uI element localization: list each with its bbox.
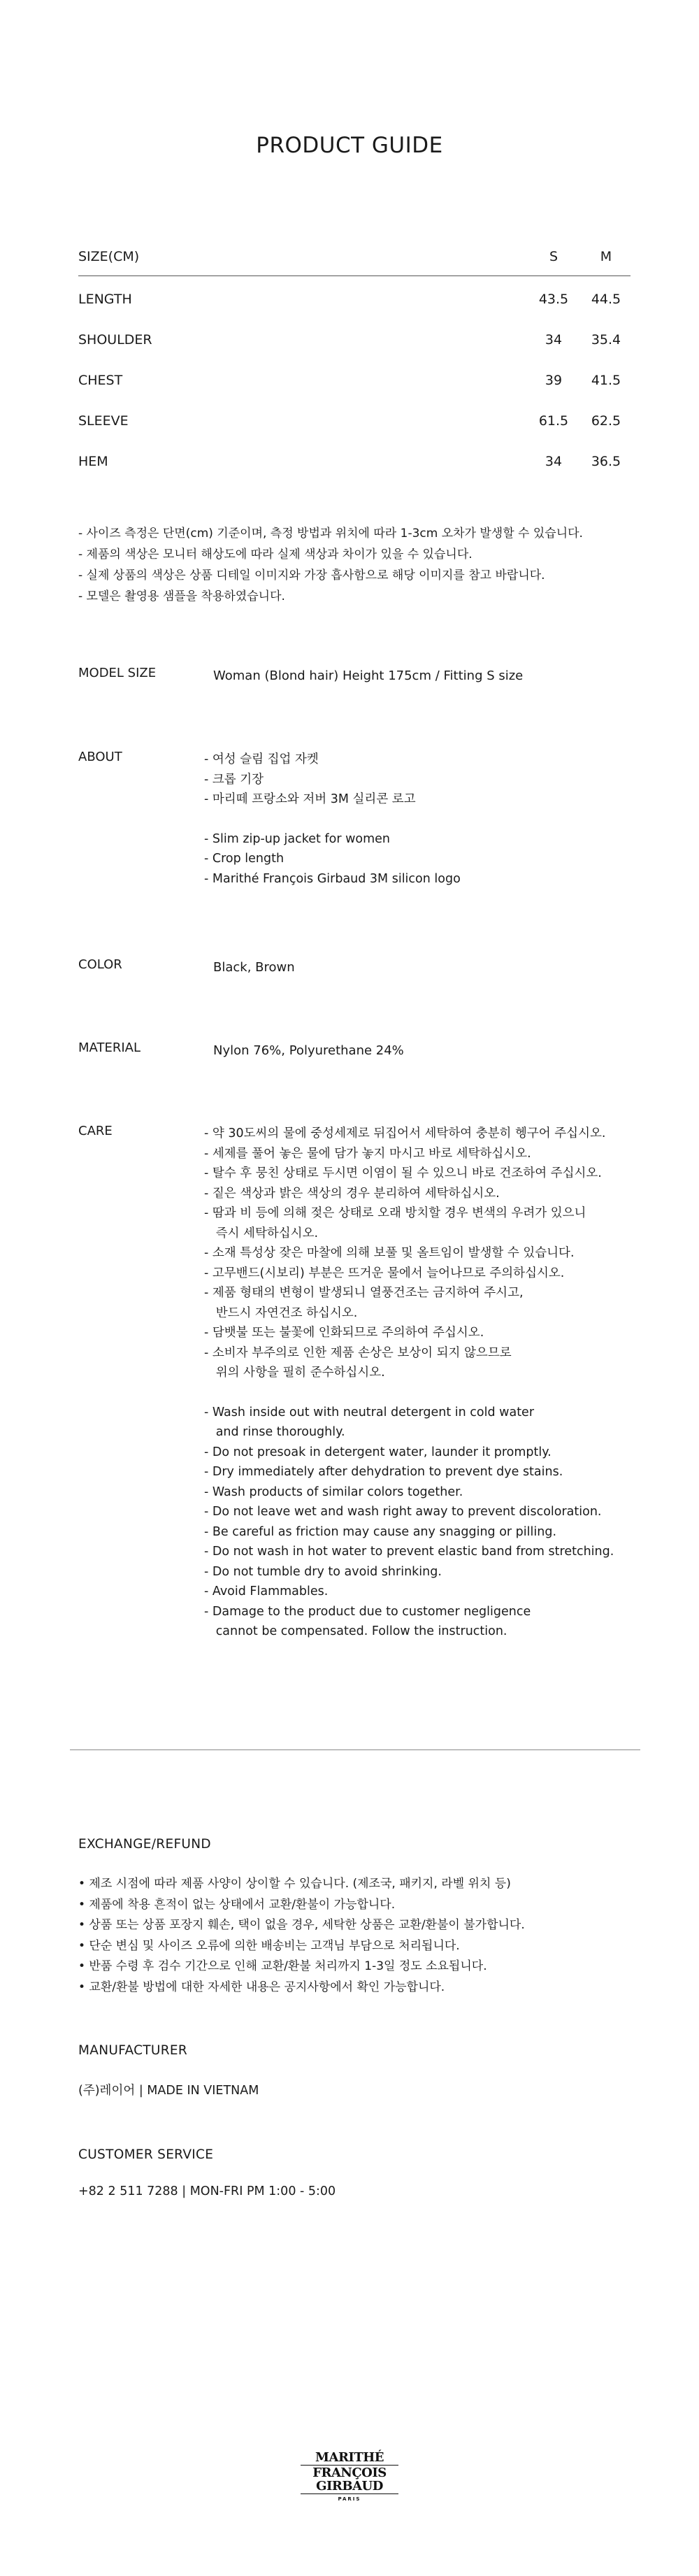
logo-line: PARIS <box>338 2496 361 2502</box>
about-lines <box>204 750 665 889</box>
row-m-value: 44.5 <box>591 292 621 307</box>
color-label: COLOR <box>78 957 122 972</box>
about-line: - 크롭 기장 <box>204 772 264 787</box>
care-line: cannot be compensated. Follow the instruction. <box>204 1624 507 1638</box>
care-line: - Do not presoak in detergent water, launder it promptly. <box>204 1445 552 1459</box>
row-s-value: 39 <box>545 373 563 388</box>
customer-service-title: CUSTOMER SERVICE <box>78 2147 214 2162</box>
row-label: LENGTH <box>78 292 132 307</box>
row-s-value: 34 <box>545 454 563 469</box>
about-line: - Marithé François Girbaud 3M silicon logo <box>204 871 461 886</box>
manufacturer-value: (주)레이어 | MADE IN VIETNAM <box>78 2084 259 2098</box>
about-label: ABOUT <box>78 750 122 764</box>
care-line: - Do not wash in hot water to prevent elastic band from stretching. <box>204 1545 614 1559</box>
size-header-label: SIZE(CM) <box>78 249 140 264</box>
brand-logo <box>301 2451 398 2503</box>
model-size-label: MODEL SIZE <box>78 666 157 680</box>
note-line: - 실제 상품의 색상은 상품 디테일 이미지와 가장 흡사함으로 해당 이미지를 참고 바랍니다. <box>78 568 545 582</box>
page-title: PRODUCT GUIDE <box>256 133 443 158</box>
table-row <box>78 445 630 486</box>
care-line: - Avoid Flammables. <box>204 1584 329 1598</box>
row-m-value: 36.5 <box>591 454 621 469</box>
care-line: - 땀과 비 등에 의해 젖은 상태로 오래 방치할 경우 변색의 우려가 있으니 <box>204 1206 586 1220</box>
about-line: - Crop length <box>204 852 284 866</box>
care-line: - 약 30도씨의 물에 중성세제로 뒤집어서 세탁하여 충분히 헹구어 주십시오. <box>204 1126 606 1140</box>
care-line: - 제품 형태의 변형이 발생되니 열풍건조는 금지하여 주시고, <box>204 1286 524 1300</box>
care-line: - 세제를 풀어 놓은 물에 담가 놓지 마시고 바로 세탁하십시오. <box>204 1146 531 1161</box>
manufacturer-title: MANUFACTURER <box>78 2043 188 2058</box>
section-divider <box>70 1749 640 1750</box>
care-line: - 소비자 부주의로 인한 제품 손상은 보상이 되지 않으므로 <box>204 1345 512 1360</box>
size-table-header <box>78 245 630 276</box>
row-m-value: 62.5 <box>591 413 621 429</box>
customer-service-value: +82 2 511 7288 | MON-FRI PM 1:00 - 5:00 <box>78 2184 336 2198</box>
care-line: - Be careful as friction may cause any snagging or pilling. <box>204 1524 557 1539</box>
size-table <box>78 245 630 486</box>
care-line: - 소재 특성상 잦은 마찰에 의해 보풀 및 올트임이 발생할 수 있습니다. <box>204 1246 575 1260</box>
exchange-line: • 단순 변심 및 사이즈 오류에 의한 배송비는 고객님 부담으로 처리됩니다. <box>78 1938 460 1953</box>
row-m-value: 41.5 <box>591 373 621 388</box>
row-label: HEM <box>78 454 108 469</box>
row-s-value: 43.5 <box>538 292 569 307</box>
care-line: - 짙은 색상과 밝은 색상의 경우 분리하여 세탁하십시오. <box>204 1186 500 1201</box>
row-s-value: 34 <box>545 332 563 348</box>
note-line: - 모델은 촬영용 샘플을 착용하였습니다. <box>78 589 285 603</box>
table-row <box>78 364 630 405</box>
exchange-line: • 제품에 착용 흔적이 없는 상태에서 교환/환불이 가능합니다. <box>78 1897 396 1912</box>
about-line: - 여성 슬림 집업 자켓 <box>204 752 319 766</box>
row-label: SLEEVE <box>78 413 129 429</box>
care-line: - 담뱃불 또는 불꽃에 인화되므로 주의하여 주십시오. <box>204 1326 484 1340</box>
material-label: MATERIAL <box>78 1040 140 1055</box>
care-line: - Wash products of similar colors together. <box>204 1484 463 1499</box>
size-header-s: S <box>549 249 559 264</box>
logo-line: FRANÇOIS <box>312 2466 387 2480</box>
logo-line: MARITHÉ <box>315 2450 384 2465</box>
table-row <box>78 324 630 364</box>
about-line: - Slim zip-up jacket for women <box>204 831 391 846</box>
model-size-value: Woman (Blond hair) Height 175cm / Fitting S size <box>213 668 524 683</box>
table-row <box>78 283 630 324</box>
care-lines <box>204 1124 665 1642</box>
exchange-lines <box>78 1874 637 1998</box>
row-m-value: 35.4 <box>591 332 621 348</box>
material-value: Nylon 76%, Polyurethane 24% <box>213 1043 404 1058</box>
exchange-line: • 반품 수령 후 검수 기간으로 인해 교환/환불 처리까지 1-3일 정도 소요됩니다. <box>78 1959 487 1973</box>
row-s-value: 61.5 <box>538 413 569 429</box>
size-notes <box>78 523 637 607</box>
row-label: CHEST <box>78 373 123 388</box>
care-line: - Wash inside out with neutral detergent in cold water <box>204 1405 535 1419</box>
exchange-line: • 상품 또는 상품 포장지 훼손, 택이 없을 경우, 세탁한 상품은 교환/환불이 불가합니다. <box>78 1918 525 1932</box>
care-line: 위의 사항을 필히 준수하십시오. <box>204 1366 385 1380</box>
care-line: 즉시 세탁하십시오. <box>204 1226 319 1240</box>
care-line: - Dry immediately after dehydration to prevent dye stains. <box>204 1465 563 1479</box>
about-line: - 마리떼 프랑소와 저버 3M 실리콘 로고 <box>204 792 416 806</box>
note-line: - 사이즈 측정은 단면(cm) 기준이며, 측정 방법과 위치에 따라 1-3cm 오차가 발생할 수 있습니다. <box>78 527 583 541</box>
exchange-line: • 교환/환불 방법에 대한 자세한 내용은 공지사항에서 확인 가능합니다. <box>78 1980 445 1994</box>
table-row <box>78 405 630 445</box>
color-value: Black, Brown <box>213 960 295 975</box>
care-line: - Damage to the product due to customer negligence <box>204 1604 531 1619</box>
care-line: 반드시 자연건조 하십시오. <box>204 1305 358 1320</box>
exchange-title: EXCHANGE/REFUND <box>78 1837 211 1852</box>
note-line: - 제품의 색상은 모니터 해상도에 따라 실제 색상과 차이가 있을 수 있습니다. <box>78 548 473 561</box>
logo-line: GIRBAUD <box>316 2479 383 2493</box>
care-line: - 고무밴드(시보리) 부분은 뜨거운 물에서 늘어나므로 주의하십시오. <box>204 1266 565 1280</box>
care-line: - 탈수 후 뭉친 상태로 두시면 이염이 될 수 있으니 바로 건조하여 주십시오. <box>204 1166 602 1180</box>
exchange-line: • 제조 시점에 따라 제품 사양이 상이할 수 있습니다. (제조국, 패키지, 라벨 위치 등) <box>78 1877 511 1891</box>
care-line: - Do not tumble dry to avoid shrinking. <box>204 1564 442 1579</box>
care-line: and rinse thoroughly. <box>204 1425 345 1439</box>
care-line: - Do not leave wet and wash right away to prevent discoloration. <box>204 1505 602 1519</box>
row-label: SHOULDER <box>78 332 152 348</box>
size-header-m: M <box>600 249 612 264</box>
care-label: CARE <box>78 1124 113 1138</box>
